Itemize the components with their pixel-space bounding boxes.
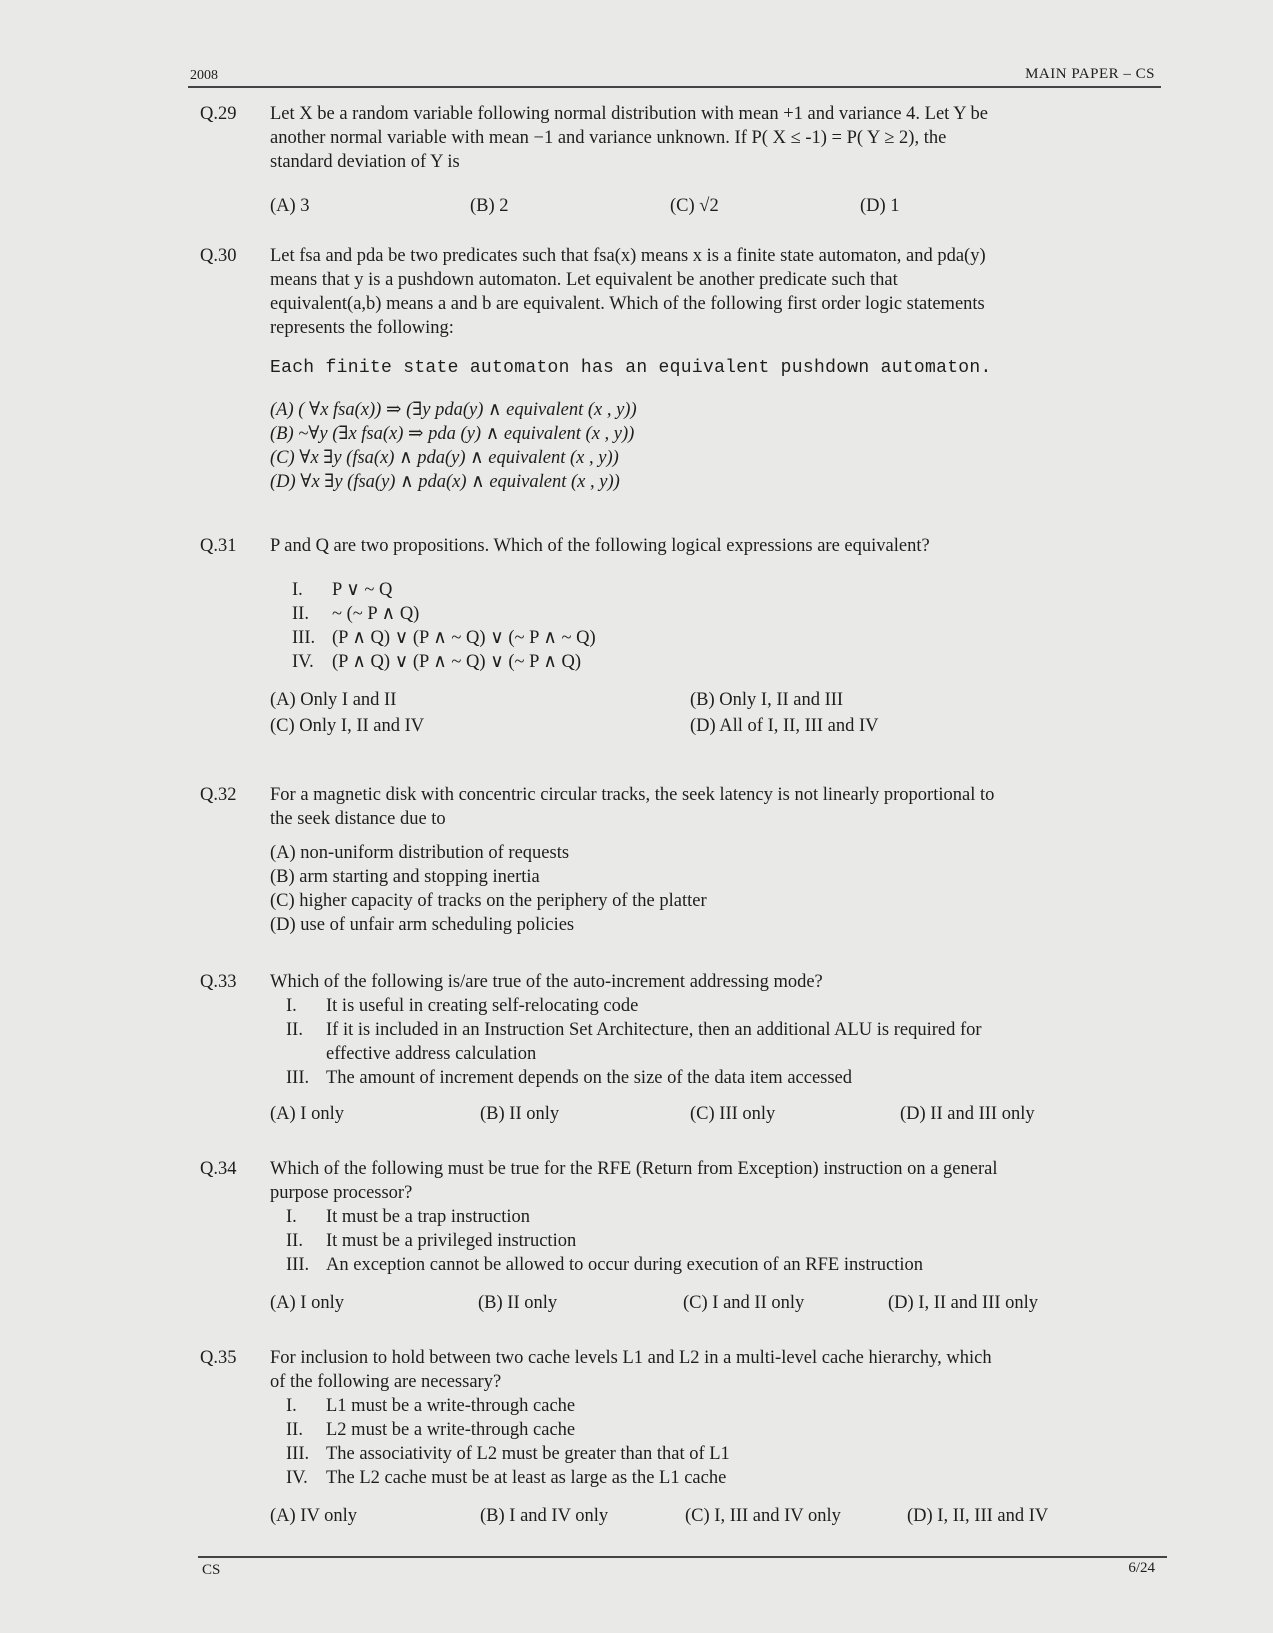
option-c: (C) √2 bbox=[670, 196, 719, 216]
option-b: (B) arm starting and stopping inertia bbox=[270, 867, 540, 887]
footer-rule bbox=[198, 1556, 1167, 1558]
option-a: (A) ( ∀x fsa(x)) ⇒ (∃y pda(y) ∧ equivalent (x , y)) bbox=[270, 400, 637, 420]
question-text: Let fsa and pda be two predicates such that fsa(x) means x is a finite state automaton, and pda(y) bbox=[270, 246, 986, 266]
list-item: III. The associativity of L2 must be greater than that of L1 bbox=[286, 1444, 730, 1464]
list-item: I. It is useful in creating self-relocating code bbox=[286, 996, 639, 1016]
question-text: Which of the following must be true for the RFE (Return from Exception) instruction on a general bbox=[270, 1159, 998, 1179]
option-d: (D) All of I, II, III and IV bbox=[690, 716, 879, 736]
option-a: (A) Only I and II bbox=[270, 690, 397, 710]
option-a: (A) I only bbox=[270, 1104, 344, 1124]
question-33 bbox=[200, 970, 1157, 1126]
list-item: effective address calculation bbox=[326, 1044, 537, 1064]
option-c: (C) III only bbox=[690, 1104, 776, 1124]
question-35 bbox=[200, 1346, 1157, 1528]
question-text: the seek distance due to bbox=[270, 809, 446, 829]
question-30 bbox=[200, 244, 1157, 494]
question-text: equivalent(a,b) means a and b are equivalent. Which of the following first order logic statements bbox=[270, 294, 985, 314]
question-text: P and Q are two propositions. Which of the following logical expressions are equivalent? bbox=[270, 536, 930, 556]
list-item: III. The amount of increment depends on the size of the data item accessed bbox=[286, 1068, 853, 1088]
list-item: II. If it is included in an Instruction Set Architecture, then an additional ALU is required for bbox=[286, 1020, 982, 1040]
question-number: Q.33 bbox=[200, 972, 237, 992]
option-d: (D) ∀x ∃y (fsa(y) ∧ pda(x) ∧ equivalent (x , y)) bbox=[270, 472, 620, 492]
list-item: II. L2 must be a write-through cache bbox=[286, 1420, 576, 1440]
question-number: Q.32 bbox=[200, 785, 237, 805]
question-text: another normal variable with mean −1 and variance unknown. If P( X ≤ -1) = P( Y ≥ 2), the bbox=[270, 128, 947, 148]
option-a: (A) IV only bbox=[270, 1506, 358, 1526]
option-c: (C) higher capacity of tracks on the periphery of the platter bbox=[270, 891, 707, 911]
question-text: Let X be a random variable following normal distribution with mean +1 and variance 4. Let Y be bbox=[270, 104, 989, 124]
option-b: (B) ~∀y (∃x fsa(x) ⇒ pda (y) ∧ equivalent (x , y)) bbox=[270, 424, 635, 444]
question-number: Q.34 bbox=[200, 1159, 237, 1179]
option-c: (C) Only I, II and IV bbox=[270, 716, 425, 736]
question-32 bbox=[200, 783, 1157, 937]
option-b: (B) Only I, II and III bbox=[690, 690, 844, 710]
option-b: (B) II only bbox=[478, 1293, 558, 1313]
question-number: Q.31 bbox=[200, 536, 237, 556]
question-34 bbox=[200, 1157, 1157, 1315]
statement-text: Each finite state automaton has an equivalent pushdown automaton. bbox=[270, 358, 992, 378]
list-item: I. P ∨ ~ Q bbox=[292, 580, 393, 600]
option-c: (C) I, III and IV only bbox=[685, 1506, 841, 1526]
question-text: For inclusion to hold between two cache levels L1 and L2 in a multi-level cache hierarchy, which bbox=[270, 1348, 992, 1368]
question-number: Q.30 bbox=[200, 246, 237, 266]
list-item: III. (P ∧ Q) ∨ (P ∧ ~ Q) ∨ (~ P ∧ ~ Q) bbox=[292, 628, 596, 648]
option-a: (A) 3 bbox=[270, 196, 310, 216]
option-d: (D) I, II and III only bbox=[888, 1293, 1038, 1313]
question-text: of the following are necessary? bbox=[270, 1372, 502, 1392]
question-number: Q.35 bbox=[200, 1348, 237, 1368]
option-b: (B) II only bbox=[480, 1104, 560, 1124]
question-text: means that y is a pushdown automaton. Let equivalent be another predicate such that bbox=[270, 270, 898, 290]
list-item: IV. (P ∧ Q) ∨ (P ∧ ~ Q) ∨ (~ P ∧ Q) bbox=[292, 652, 582, 672]
question-text: represents the following: bbox=[270, 318, 454, 338]
header-rule bbox=[188, 86, 1161, 88]
list-item: I. It must be a trap instruction bbox=[286, 1207, 530, 1227]
list-item: II. ~ (~ P ∧ Q) bbox=[292, 604, 420, 624]
option-d: (D) 1 bbox=[860, 196, 900, 216]
option-b: (B) I and IV only bbox=[480, 1506, 609, 1526]
list-item: IV. The L2 cache must be at least as large as the L1 cache bbox=[286, 1468, 727, 1488]
option-b: (B) 2 bbox=[470, 196, 509, 216]
list-item: II. It must be a privileged instruction bbox=[286, 1231, 577, 1251]
question-text: purpose processor? bbox=[270, 1183, 413, 1203]
question-text: For a magnetic disk with concentric circular tracks, the seek latency is not linearly proportional to bbox=[270, 785, 995, 805]
option-c: (C) ∀x ∃y (fsa(x) ∧ pda(y) ∧ equivalent (x , y)) bbox=[270, 448, 619, 468]
question-number: Q.29 bbox=[200, 104, 237, 124]
option-d: (D) use of unfair arm scheduling policies bbox=[270, 915, 575, 935]
question-text: Which of the following is/are true of the auto-increment addressing mode? bbox=[270, 972, 823, 992]
page-number: 6/24 bbox=[1128, 1560, 1155, 1576]
header-year: 2008 bbox=[190, 68, 218, 83]
option-a: (A) I only bbox=[270, 1293, 344, 1313]
list-item: III. An exception cannot be allowed to occur during execution of an RFE instruction bbox=[286, 1255, 923, 1275]
option-a: (A) non-uniform distribution of requests bbox=[270, 843, 570, 863]
footer-code: CS bbox=[202, 1562, 221, 1578]
list-item: I. L1 must be a write-through cache bbox=[286, 1396, 576, 1416]
question-text: standard deviation of Y is bbox=[270, 152, 460, 172]
question-29 bbox=[200, 102, 1157, 218]
question-31 bbox=[200, 534, 1157, 738]
option-c: (C) I and II only bbox=[683, 1293, 805, 1313]
option-d: (D) I, II, III and IV bbox=[907, 1506, 1049, 1526]
option-d: (D) II and III only bbox=[900, 1104, 1035, 1124]
header-paper-title: MAIN PAPER – CS bbox=[1025, 66, 1155, 82]
